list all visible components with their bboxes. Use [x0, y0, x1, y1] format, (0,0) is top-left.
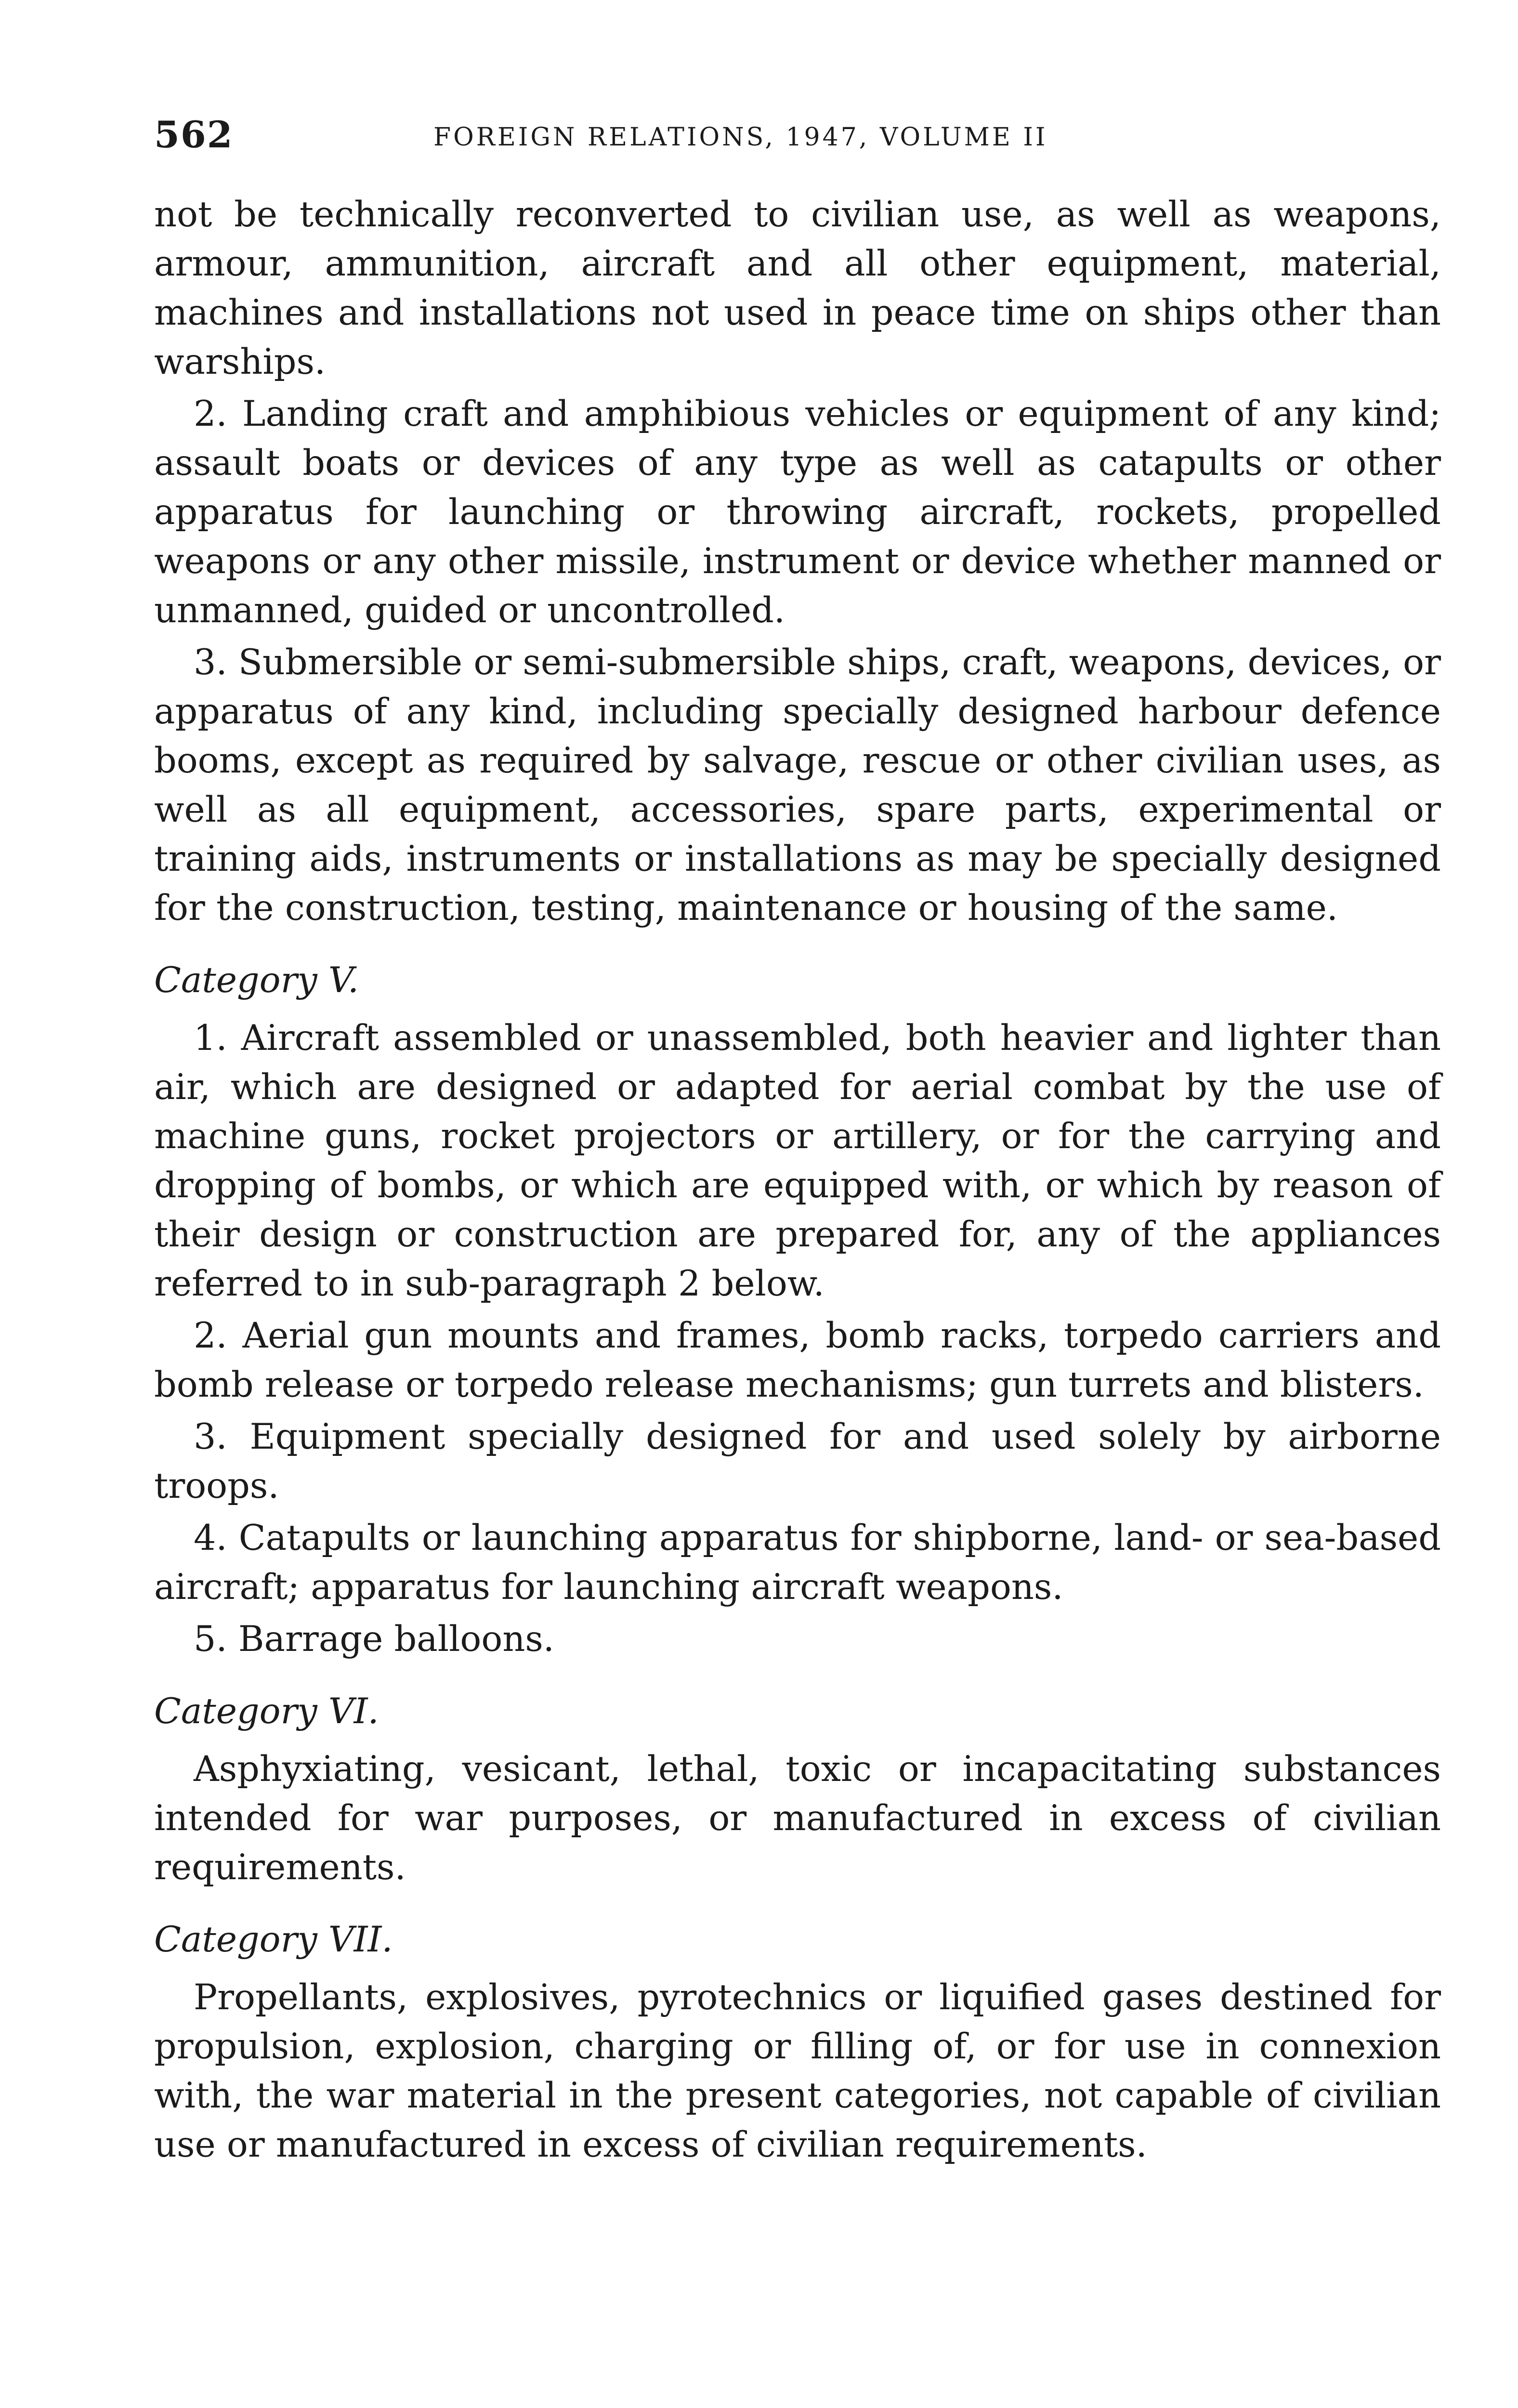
paragraph-landing-craft: 2. Landing craft and amphibious vehicles or equipment of any kind; assault boats or devices of any type as well as catapults or other apparatus for launching or throwing aircraft, rockets, propelled weapons or any other missile, instrument or device whether manned or unmanned, guided or uncontrolled.	[154, 393, 1441, 631]
running-head	[154, 104, 1441, 176]
paragraph-continued: not be technically reconverted to civilian use, as well as weapons, armour, ammunition, aircraft and all other equipment, material, machines and installations not used in peace time on ships other than warships.	[154, 194, 1441, 382]
category-v-item-3: 3. Equipment specially designed for and used solely by airborne troops.	[154, 1416, 1441, 1506]
page-number: 562	[154, 113, 234, 156]
category-v-heading: Category V.	[154, 960, 359, 1001]
running-title: FOREIGN RELATIONS, 1947, VOLUME II	[433, 123, 1048, 152]
paragraph-submersible: 3. Submersible or semi-submersible ships, craft, weapons, devices, or apparatus of any kind, including specially designed harbour defence booms, except as required by salvage, rescue or other civilian uses, as well as all equipment, accessories, spare parts, experimental or training aids, instruments or installations as may be specially designed for the construction, testing, maintenance or housing of the same.	[154, 642, 1441, 929]
category-v-item-4: 4. Catapults or launching apparatus for shipborne, land- or sea-based aircraft; apparatus for launching aircraft weapons.	[154, 1518, 1441, 1608]
category-v-item-2: 2. Aerial gun mounts and frames, bomb racks, torpedo carriers and bomb release or torpedo release mechanisms; gun turrets and blisters.	[154, 1315, 1441, 1405]
category-vi-heading: Category VI.	[154, 1691, 379, 1732]
category-vii-heading: Category VII.	[154, 1919, 393, 1960]
category-v-item-5: 5. Barrage balloons.	[194, 1619, 554, 1660]
category-vi-text: Asphyxiating, vesicant, lethal, toxic or incapacitating substances intended for war purposes, or manufactured in excess of civilian requirements.	[154, 1749, 1441, 1888]
category-v-item-1: 1. Aircraft assembled or unassembled, both heavier and lighter than air, which are designed or adapted for aerial combat by the use of machine guns, rocket projectors or artillery, or for the carrying and dropping of bombs, or which are equipped with, or which by reason of their design or construction are prepared for, any of the appliances referred to in sub-paragraph 2 below.	[154, 1018, 1441, 1304]
document-page	[154, 104, 1441, 2170]
category-vii-text: Propellants, explosives, pyrotechnics or liquified gases destined for propulsion, explosion, charging or filling of, or for use in connexion with, the war material in the present categories, not capable of civilian use or manufactured in excess of civilian requirements.	[154, 1977, 1441, 2165]
